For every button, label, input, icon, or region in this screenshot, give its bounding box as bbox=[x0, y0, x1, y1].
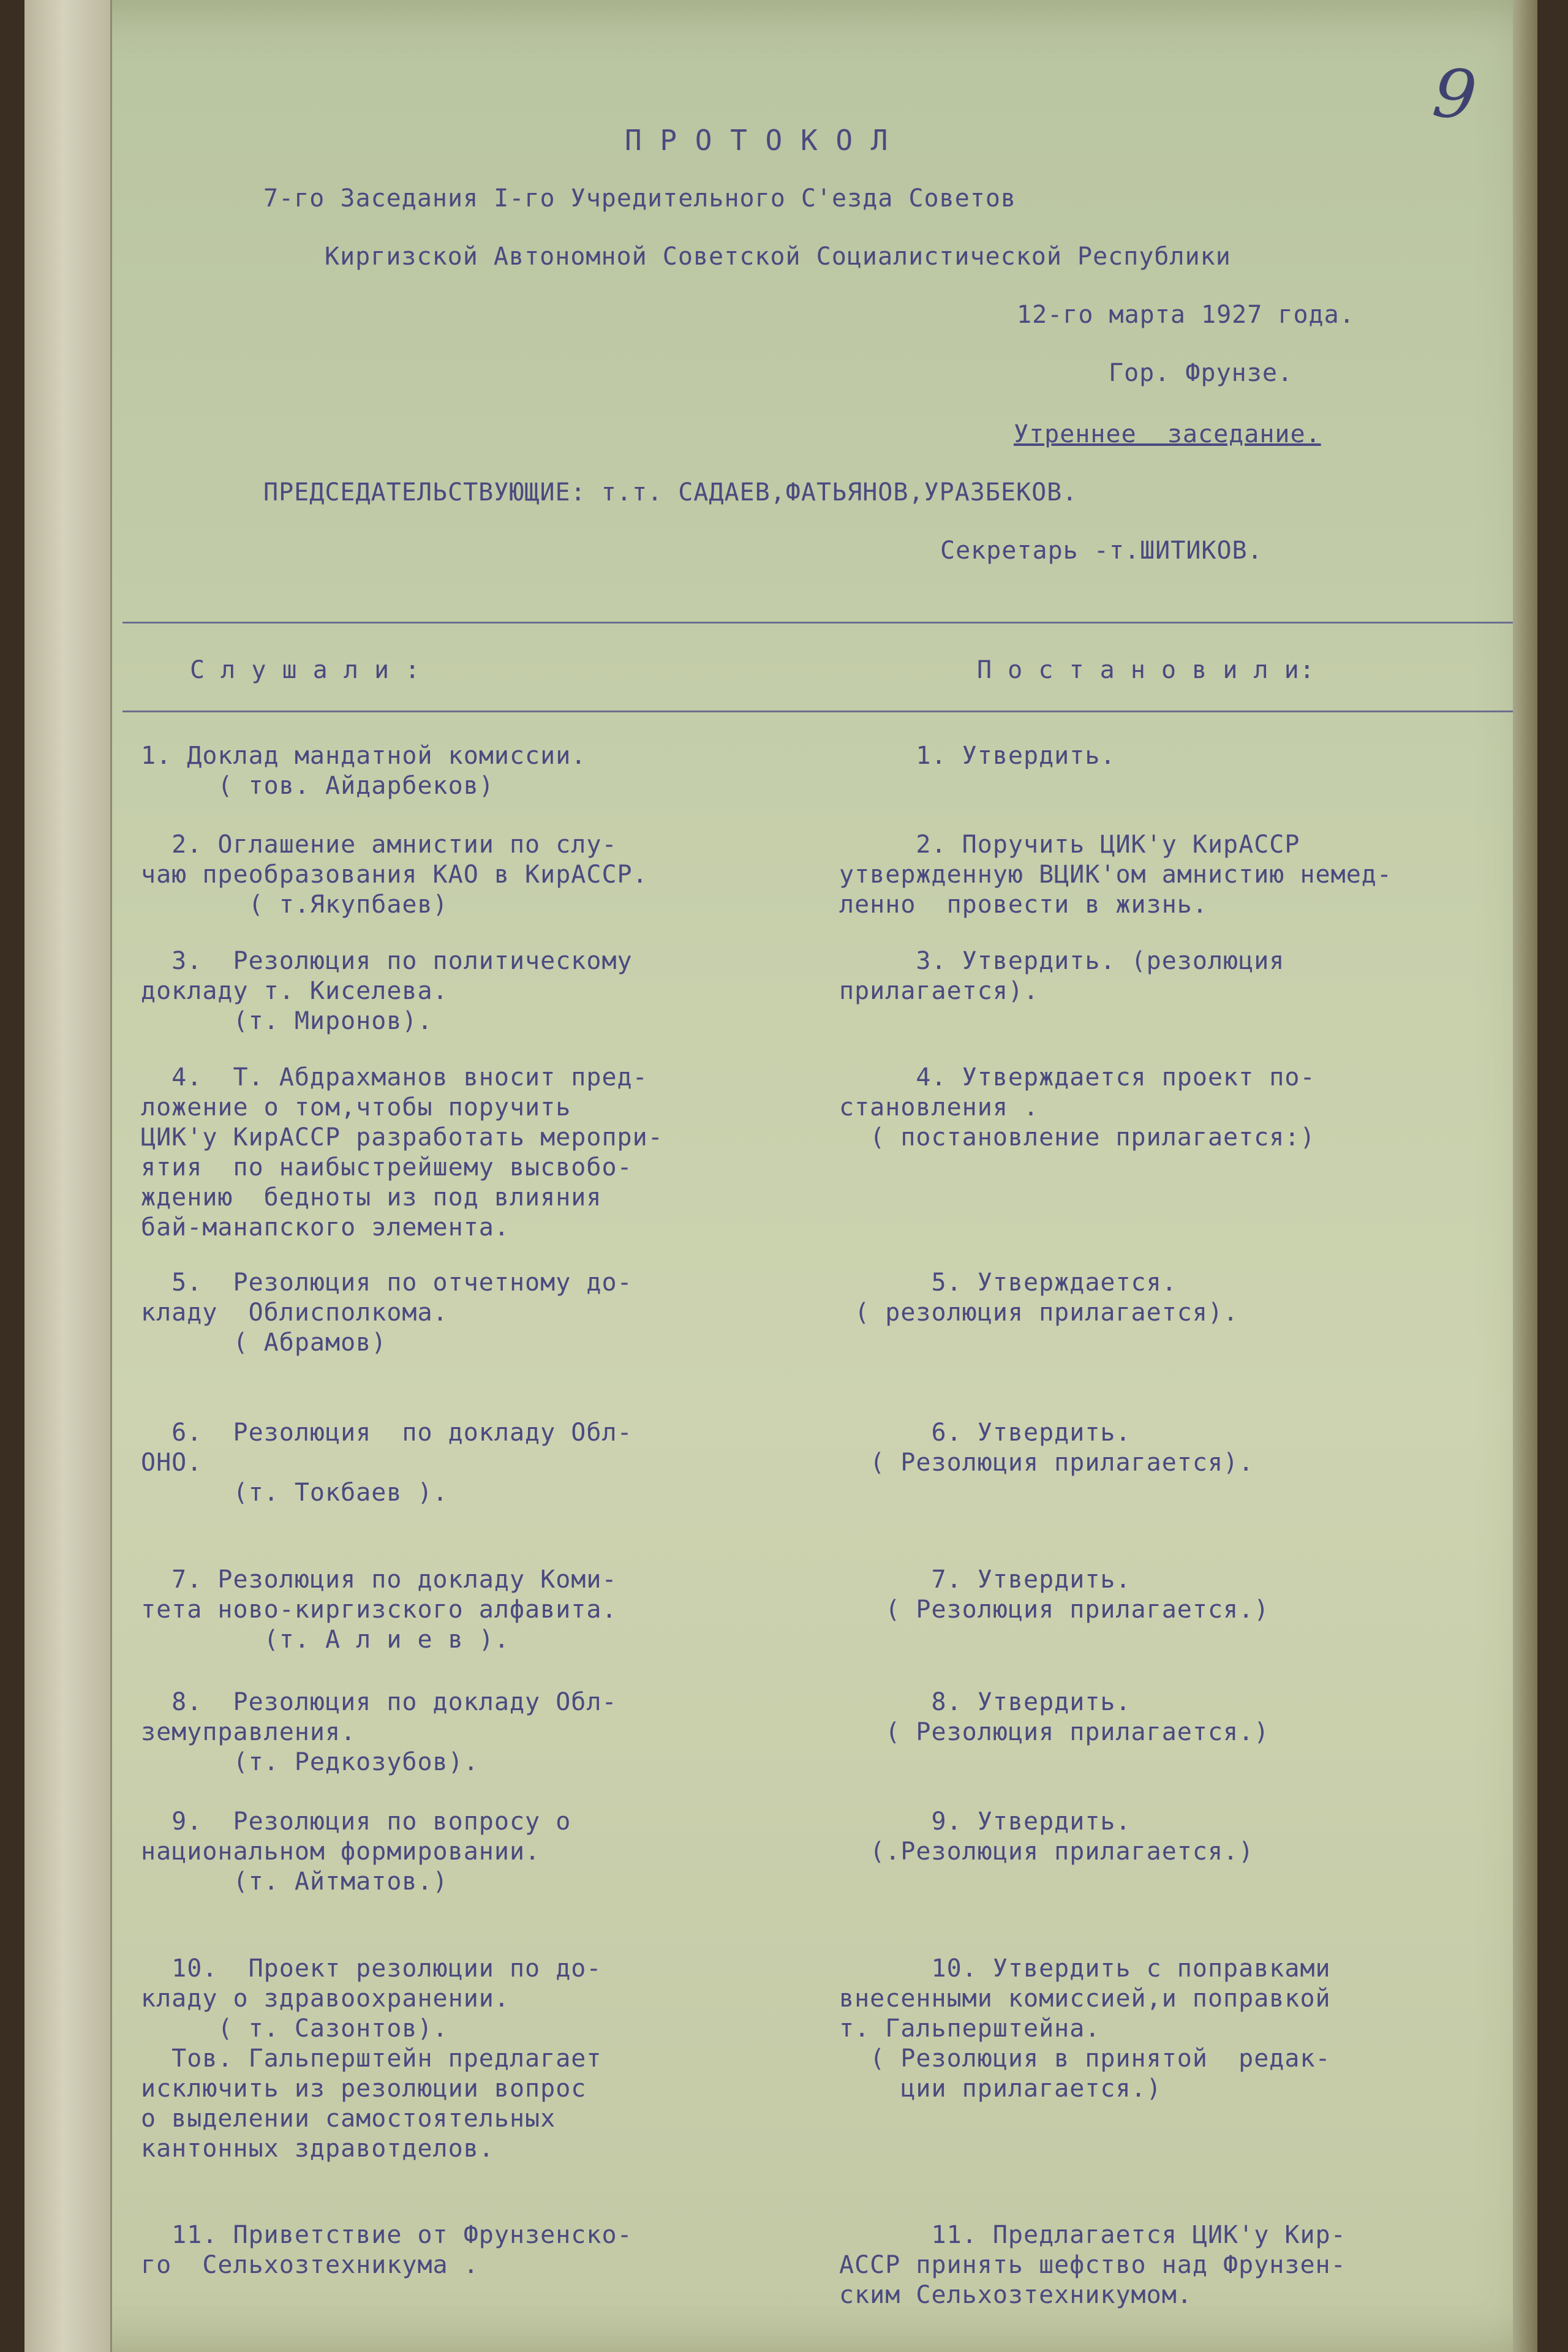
item-line: докладу т. Киселева. bbox=[141, 977, 448, 1005]
item-line: ( постановление прилагается:) bbox=[839, 1123, 1316, 1152]
item-line: о выделении самостоятельных bbox=[141, 2105, 556, 2133]
item-1-heard bbox=[141, 741, 815, 801]
item-line: (т. Айтматов.) bbox=[141, 1868, 448, 1896]
item-3-resolved bbox=[839, 946, 1550, 1006]
item-line: 11. Приветствие от Фрунзенско- bbox=[141, 2221, 633, 2249]
item-10-resolved bbox=[839, 1954, 1550, 2104]
item-line: 8. Резолюция по докладу Обл- bbox=[141, 1688, 617, 1716]
item-line: кладу Облисполкома. bbox=[141, 1298, 448, 1327]
place-line: Гор. Фрунзе. bbox=[1109, 359, 1293, 387]
item-line: 2. Поручить ЦИК'у КирАССР bbox=[839, 831, 1300, 859]
item-line: т. Гальперштейна. bbox=[839, 2015, 1101, 2043]
item-line: 7. Утвердить. bbox=[839, 1566, 1131, 1594]
item-8-resolved bbox=[839, 1687, 1550, 1747]
item-line: национальном формировании. bbox=[141, 1838, 541, 1866]
item-line: 5. Резолюция по отчетному до- bbox=[141, 1268, 633, 1297]
item-7-heard bbox=[141, 1565, 815, 1655]
item-line: ( тов. Айдарбеков) bbox=[141, 772, 494, 800]
session-line: 7-го Заседания I-го Учредительного С'езда Советов bbox=[263, 184, 1017, 213]
item-line: 10. Утвердить с поправками bbox=[839, 1954, 1331, 1983]
item-line: 1. Утвердить. bbox=[839, 742, 1116, 770]
item-line: (т. Миронов). bbox=[141, 1007, 433, 1035]
item-line: ятия по наибыстрейшему высвобо- bbox=[141, 1153, 633, 1182]
item-line: 10. Проект резолюции по до- bbox=[141, 1954, 602, 1983]
rule-bottom bbox=[123, 710, 1513, 712]
republic-line: Киргизской Автономной Советской Социалистической Республики bbox=[325, 243, 1231, 271]
item-9-heard bbox=[141, 1807, 815, 1897]
item-line: (.Резолюция прилагается.) bbox=[839, 1838, 1254, 1866]
item-line: прилагается). bbox=[839, 977, 1039, 1005]
document-page bbox=[24, 0, 1537, 2352]
item-line: 11. Предлагается ЦИК'у Кир- bbox=[839, 2221, 1346, 2249]
item-line: ( Резолюция прилагается.) bbox=[839, 1718, 1270, 1746]
item-3-heard bbox=[141, 946, 815, 1036]
item-8-heard bbox=[141, 1687, 815, 1777]
rule-top bbox=[123, 622, 1513, 624]
item-2-resolved bbox=[839, 830, 1550, 920]
item-10-heard bbox=[141, 1954, 815, 2164]
item-line: ложение о том,чтобы поручить bbox=[141, 1093, 571, 1121]
item-line: 6. Резолюция по докладу Обл- bbox=[141, 1419, 633, 1447]
item-line: кладу о здравоохранении. bbox=[141, 1985, 510, 2013]
date-line: 12-го марта 1927 года. bbox=[1017, 301, 1355, 329]
column-heading-resolved: П о с т а н о в и л и: bbox=[977, 656, 1315, 684]
item-line: земуправления. bbox=[141, 1718, 356, 1746]
item-line: 3. Резолюция по политическому bbox=[141, 947, 633, 975]
item-line: утвержденную ВЦИК'ом амнистию немед- bbox=[839, 861, 1392, 889]
item-line: чаю преобразования КАО в КирАССР. bbox=[141, 861, 648, 889]
item-line: ским Сельхозтехникумом. bbox=[839, 2281, 1193, 2309]
item-5-resolved bbox=[839, 1268, 1550, 1328]
item-line: 5. Утверждается. bbox=[839, 1268, 1177, 1297]
item-line: 8. Утвердить. bbox=[839, 1688, 1131, 1716]
item-line: 3. Утвердить. (резолюция bbox=[839, 947, 1285, 975]
item-9-resolved bbox=[839, 1807, 1550, 1867]
item-line: го Сельхозтехникума . bbox=[141, 2251, 479, 2279]
item-7-resolved bbox=[839, 1565, 1550, 1625]
item-11-heard bbox=[141, 2220, 815, 2280]
item-4-heard bbox=[141, 1063, 815, 1243]
item-line: (т. Токбаев ). bbox=[141, 1479, 448, 1507]
item-line: ждению бедноты из под влияния bbox=[141, 1183, 602, 1212]
item-line: кантонных здравотделов. bbox=[141, 2135, 494, 2163]
item-line: ленно провести в жизнь. bbox=[839, 891, 1208, 919]
item-line: ЦИК'у КирАССР разработать меропри- bbox=[141, 1123, 663, 1152]
item-6-resolved bbox=[839, 1418, 1550, 1478]
item-4-resolved bbox=[839, 1063, 1550, 1153]
item-line: 7. Резолюция по докладу Коми- bbox=[141, 1566, 617, 1594]
item-line: ОНО. bbox=[141, 1449, 203, 1477]
item-line: ( т.Якупбаев) bbox=[141, 891, 448, 919]
presiding-line: ПРЕДСЕДАТЕЛЬСТВУЮЩИЕ: т.т. САДАЕВ,ФАТЬЯНОВ,УРАЗБЕКОВ. bbox=[263, 478, 1078, 507]
session-type: Утреннее заседание. bbox=[1014, 420, 1321, 448]
item-line: бай-манапского элемента. bbox=[141, 1213, 510, 1242]
item-line: исключить из резолюции вопрос bbox=[141, 2075, 587, 2103]
item-line: ( Резолюция в принятой редак- bbox=[839, 2045, 1331, 2073]
item-line: ( т. Сазонтов). bbox=[141, 2015, 448, 2043]
item-line: (т. Редкозубов). bbox=[141, 1748, 479, 1776]
item-line: 1. Доклад мандатной комиссии. bbox=[141, 742, 587, 770]
item-line: ( Резолюция прилагается). bbox=[839, 1449, 1254, 1477]
item-line: АССР принять шефство над Фрунзен- bbox=[839, 2251, 1346, 2279]
item-line: тета ново-киргизского алфавита. bbox=[141, 1596, 617, 1624]
item-line: ции прилагается.) bbox=[839, 2075, 1162, 2103]
item-line: 9. Резолюция по вопросу о bbox=[141, 1807, 571, 1836]
item-line: ( резолюция прилагается). bbox=[839, 1298, 1239, 1327]
item-line: ( Резолюция прилагается.) bbox=[839, 1596, 1270, 1624]
item-11-resolved bbox=[839, 2220, 1550, 2310]
item-line: Тов. Гальперштейн предлагает bbox=[141, 2045, 602, 2073]
binding-strip bbox=[24, 0, 112, 2352]
page-number: 9 bbox=[1429, 53, 1480, 136]
item-line: 6. Утвердить. bbox=[839, 1419, 1131, 1447]
item-6-heard bbox=[141, 1418, 815, 1508]
item-line: 9. Утвердить. bbox=[839, 1807, 1131, 1836]
item-2-heard bbox=[141, 830, 815, 920]
item-line: становления . bbox=[839, 1093, 1039, 1121]
column-heading-heard: С л у ш а л и : bbox=[190, 656, 421, 684]
item-line: ( Абрамов) bbox=[141, 1329, 387, 1357]
item-line: 2. Оглашение амнистии по слу- bbox=[141, 831, 617, 859]
item-line: 4. Утверждается проект по- bbox=[839, 1063, 1316, 1091]
item-line: (т. А л и е в ). bbox=[141, 1626, 510, 1654]
item-line: внесенными комиссией,и поправкой bbox=[839, 1985, 1331, 2013]
secretary-line: Секретарь -т.ШИТИКОВ. bbox=[940, 537, 1263, 565]
item-line: 4. Т. Абдрахманов вносит пред- bbox=[141, 1063, 648, 1091]
item-5-heard bbox=[141, 1268, 815, 1358]
document-title: П Р О Т О К О Л bbox=[625, 124, 889, 157]
item-1-resolved bbox=[839, 741, 1550, 771]
